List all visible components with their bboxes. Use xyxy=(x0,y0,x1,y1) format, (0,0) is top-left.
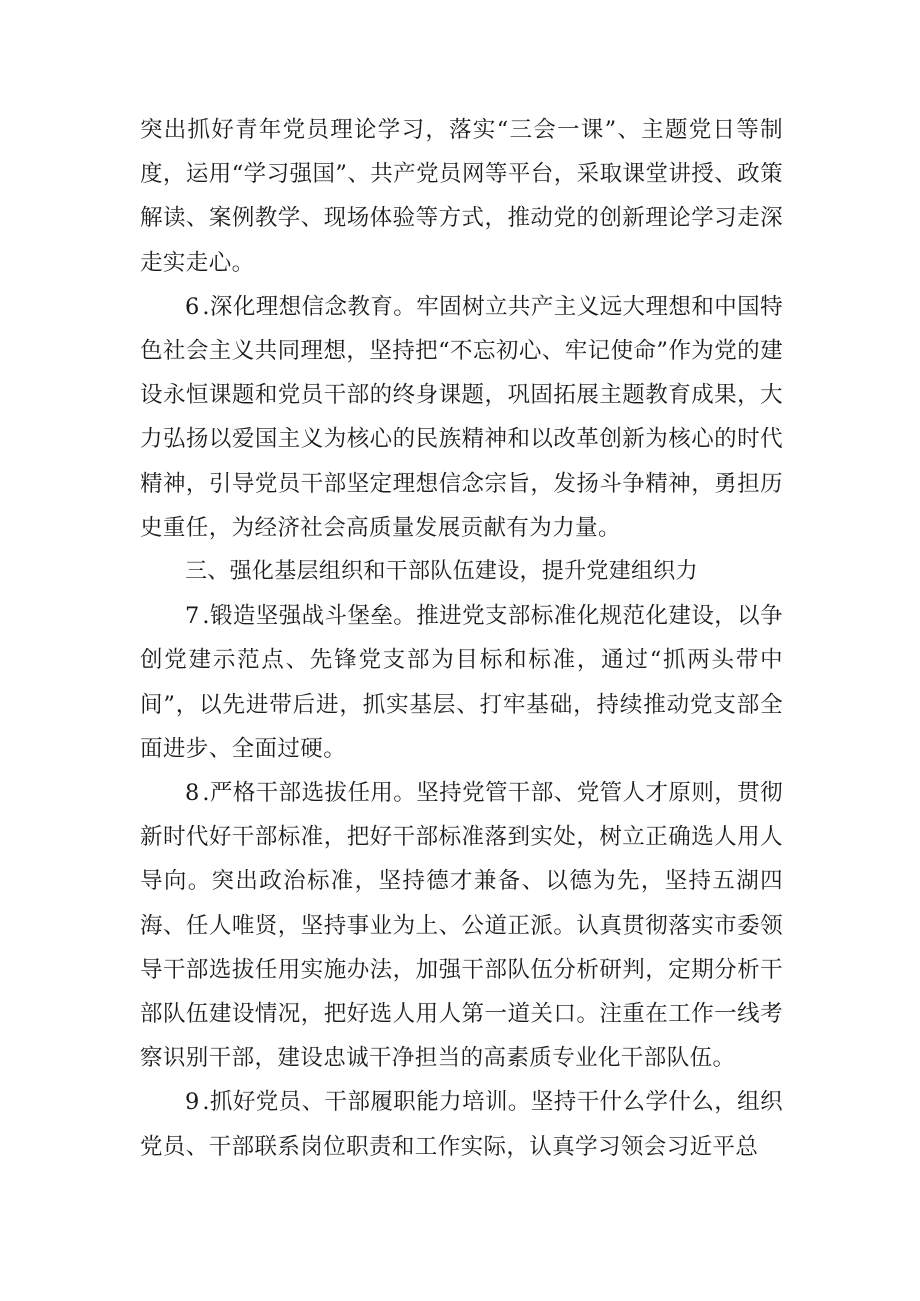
item-number: 8 xyxy=(185,780,203,807)
item-number: 7 xyxy=(185,603,203,630)
section-heading: 三、强化基层组织和干部队伍建设，提升党建组织力 xyxy=(185,559,698,585)
paragraph-text: .锻造坚强战斗堡垒。推进党支部标准化规范化建设，以争创党建示范点、先锋党支部为目标和标准，通过“抓两头带中间”，以先进带后进，抓实基层、打牢基础，持续推动党支部全面进步、全面过硬。 xyxy=(140,603,783,762)
paragraph-item-6 xyxy=(140,285,783,550)
paragraph-text: .抓好党员、干部履职能力培训。坚持干什么学什么，组织党员、干部联系岗位职责和工作实际，认真学习领会习近平总 xyxy=(140,1089,783,1160)
item-number: 6 xyxy=(185,293,203,320)
paragraph-text: .深化理想信念教育。牢固树立共产主义远大理想和中国特色社会主义共同理想，坚持把“不忘初心、牢记使命”作为党的建设永恒课题和党员干部的终身课题，巩固拓展主题教育成果，大力弘扬以爱国主义为核心的民族精神和以改革创新为核心的时代精神，引导党员干部坚定理想信念宗旨，发扬斗争精神，勇担历史重任，为经济社会高质量发展贡献有为力量。 xyxy=(140,293,783,541)
paragraph-text: .严格干部选拔任用。坚持党管干部、党管人才原则，贯彻新时代好干部标准，把好干部标准落到实处，树立正确选人用人导向。突出政治标准，坚持德才兼备、以德为先，坚持五湖四海、任人唯贤，坚持事业为上、公道正派。认真贯彻落实市委领导干部选拔任用实施办法，加强干部队伍分析研判，定期分析干部队伍建设情况，把好选人用人第一道关口。注重在工作一线考察识别干部，建设忠诚干净担当的高素质专业化干部队伍。 xyxy=(140,780,783,1072)
paragraph-continuation: 突出抓好青年党员理论学习，落实“三会一课”、主题党日等制度，运用“学习强国”、共产党员网等平台，采取课堂讲授、政策解读、案例教学、现场体验等方式，推动党的创新理论学习走深走实走心。 xyxy=(140,117,783,276)
document-page xyxy=(140,108,783,1169)
paragraph-item-8 xyxy=(140,771,783,1080)
paragraph-item-9 xyxy=(140,1080,783,1168)
item-number: 9 xyxy=(185,1089,203,1116)
paragraph-item-7 xyxy=(140,594,783,771)
